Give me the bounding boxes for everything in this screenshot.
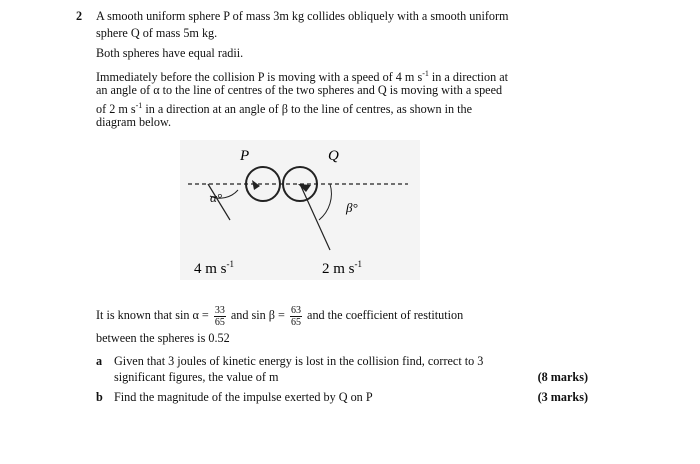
- label-p: P: [240, 148, 250, 164]
- collision-diagram: [180, 140, 420, 280]
- paragraph-line-3: of 2 m $s^{-1}$ in a direction at an angle of β to the line of centres, as shown in the: [96, 101, 473, 116]
- part-a-line-1: Given that 3 joules of kinetic energy is lost in the collision find, correct to 3: [114, 354, 484, 368]
- intro-line-2: sphere Q of mass 5m kg.: [96, 26, 218, 40]
- label-q: Q: [328, 148, 339, 164]
- part-b-label: b: [96, 390, 103, 404]
- speed-q-label: 2 m $s^{-1}$: [322, 259, 363, 277]
- part-a-marks: (8 marks): [537, 370, 588, 384]
- sin-beta-fraction: $\frac{63}{65}$: [290, 304, 301, 328]
- part-b-marks: (3 marks): [537, 390, 588, 404]
- angle-alpha-label: α°: [210, 190, 223, 205]
- angle-beta-label: β°: [346, 200, 358, 215]
- question-number: 2: [76, 9, 83, 23]
- restitution-line: between the spheres is 0.52: [96, 331, 230, 345]
- part-a-line-2: significant figures, the value of m: [114, 370, 279, 384]
- part-a-label: a: [96, 354, 103, 368]
- speed-p-label: 4 m $s^{-1}$: [194, 259, 235, 277]
- paragraph-line-4: diagram below.: [96, 115, 172, 129]
- paragraph-line-2: an angle of α to the line of centres of the two spheres and Q is moving with a speed: [96, 83, 503, 97]
- equal-radii-text: Both spheres have equal radii.: [96, 46, 244, 60]
- sin-alpha-fraction: $\frac{33}{65}$: [214, 304, 225, 328]
- given-values-line: It is known that sin α = $\frac{33}{65}$ and sin β = $\frac{63}{65}$ and the coefficient of restitution: [96, 304, 464, 328]
- paragraph-line-1: Immediately before the collision P is moving with a speed of 4 m $s^{-1}$ in a direction at: [96, 69, 509, 84]
- part-b-line-1: Find the magnitude of the impulse exerted by Q on P: [114, 390, 373, 404]
- intro-line-1: A smooth uniform sphere P of mass 3m kg collides obliquely with a smooth uniform: [96, 9, 509, 23]
